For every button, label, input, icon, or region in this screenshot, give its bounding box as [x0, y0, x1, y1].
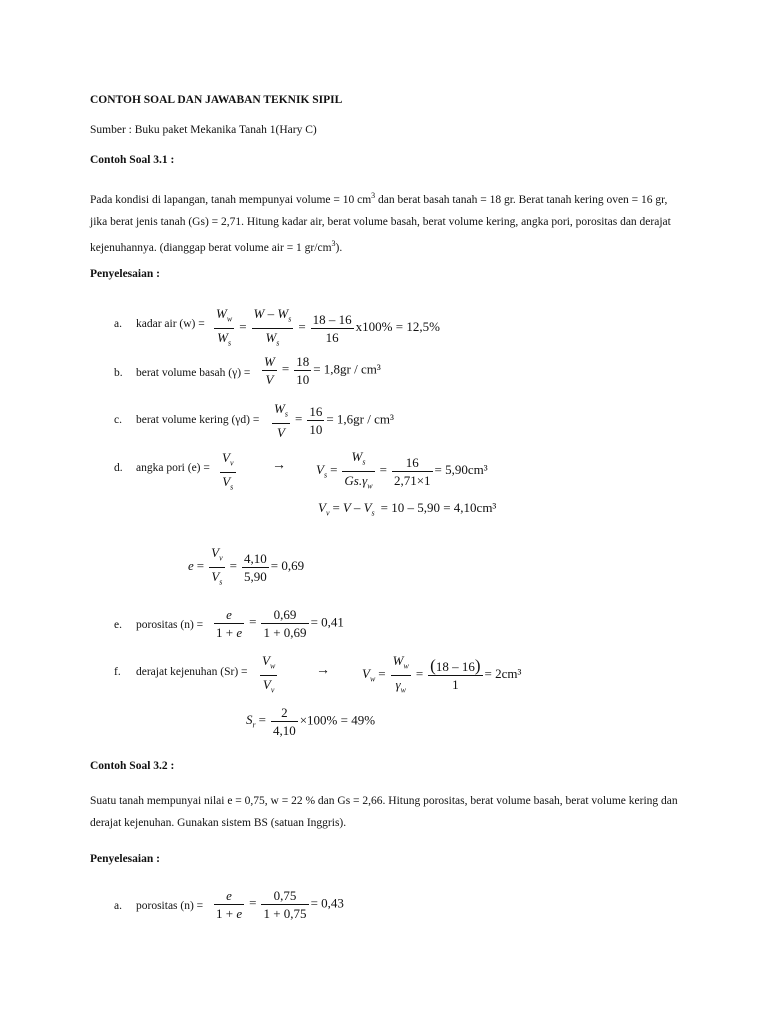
vv-equation: $V_v = V - V_s = 10 - 5,90 = 4,10cm^3$: [318, 500, 497, 518]
vw-equation: $V_w$ = $\frac{W_w}{\gamma_w}$ = $\frac{(18 - 16)}{1}$ = 2cm³: [362, 653, 522, 695]
example-1-solution-heading: Penyelesaian :: [90, 268, 160, 280]
sr-equation: $S_r$ = $\frac{2}{4,10}$ ×100% = 49%: [246, 705, 376, 738]
derajat-kejenuhan-fraction: $\frac{V_w}{V_v}$: [262, 653, 276, 695]
berat-volume-kering-result: = 1,6gr / cm³: [326, 411, 394, 427]
vv-result: = 10 – 5,90 = 4,10cm³: [380, 500, 497, 515]
berat-volume-kering-equation: $\frac{W_s}{V}$ = $\frac{16}{10}$ = 1,6gr / cm³: [274, 401, 394, 440]
ex2-porositas-result: = 0,43: [310, 895, 344, 911]
example-2-problem: Suatu tanah mempunyai nilai e = 0,75, w = 22 % dan Gs = 2,66. Hitung porositas, berat volume basah, berat volume kering dan derajat kejenuhan. Gunakan sistem BS (satuan Inggris).: [90, 795, 678, 829]
ex2-porositas-equation: $\frac{e}{1 + e}$ = $\frac{0,75}{1 + 0,75}$ = 0,43: [216, 888, 344, 921]
item-f-letter: f.: [114, 666, 121, 678]
ex2-item-a-label: porositas (n) =: [136, 900, 204, 912]
sr-result: ×100% = 49%: [299, 712, 376, 728]
berat-volume-basah-equation: $\frac{W}{V}$ = $\frac{18}{10}$ = 1,8gr / cm³: [264, 354, 381, 387]
porositas-result: = 0,41: [310, 614, 344, 630]
berat-volume-basah-result: = 1,8gr / cm³: [313, 361, 381, 377]
e-result: = 0,69: [270, 558, 305, 574]
document-title: CONTOH SOAL DAN JAWABAN TEKNIK SIPIL: [90, 94, 343, 106]
item-c-letter: c.: [114, 414, 122, 426]
vw-result: = 2cm³: [484, 666, 522, 682]
item-e-label: porositas (n) =: [136, 619, 204, 631]
item-c-label: berat volume kering (γd) =: [136, 414, 260, 426]
item-a-letter: a.: [114, 318, 122, 330]
right-arrow-icon: →: [272, 458, 286, 473]
example-2-heading: Contoh Soal 3.2 :: [90, 760, 175, 772]
item-d-label: angka pori (e) =: [136, 462, 210, 474]
kadar-air-result: x100% = 12,5%: [355, 319, 440, 335]
vs-result: = 5,90cm³: [434, 462, 488, 478]
angka-pori-fraction: $\frac{V_v}{V_s}$: [222, 450, 234, 492]
item-b-label: berat volume basah (γ) =: [136, 367, 251, 379]
source-line: Sumber : Buku paket Mekanika Tanah 1(Hary C): [90, 124, 317, 136]
vs-equation: $V_s$ = $\frac{W_s}{Gs.\gamma_w}$ = $\frac{16}{2,71\times 1}$ = 5,90cm³: [316, 449, 488, 491]
item-e-letter: e.: [114, 619, 122, 631]
e-equation: e = $\frac{V_v}{V_s}$ = $\frac{4,10}{5,90}$ = 0,69: [188, 545, 305, 587]
item-f-label: derajat kejenuhan (Sr) =: [136, 666, 248, 678]
kadar-air-equation: $\frac{W_w}{W_s}$ = $\frac{W - W_s}{W_s}$ = $\frac{18 - 16}{16}$ x100% = 12,5%: [216, 306, 440, 348]
ex2-item-a-letter: a.: [114, 900, 122, 912]
item-b-letter: b.: [114, 367, 123, 379]
example-2-solution-heading: Penyelesaian :: [90, 853, 160, 865]
right-arrow-icon: →: [316, 663, 330, 678]
item-a-label: kadar air (w) =: [136, 318, 205, 330]
example-1-heading: Contoh Soal 3.1 :: [90, 154, 175, 166]
item-d-letter: d.: [114, 462, 123, 474]
porositas-equation: $\frac{e}{1 + e}$ = $\frac{0,69}{1 + 0,69}$ = 0,41: [216, 607, 344, 640]
example-1-problem: Pada kondisi di lapangan, tanah mempunyai volume = 10 $cm^3$ dan berat basah tanah = 18 gr. Berat tanah kering oven = 16 gr, jika berat jenis tanah (Gs) = 2,71. Hitung kadar air, berat volume basah, berat volume kering, angka pori, porositas dan derajat kejenuhannya. (dianggap berat volume air = 1 $gr/cm^3$).: [90, 191, 671, 254]
